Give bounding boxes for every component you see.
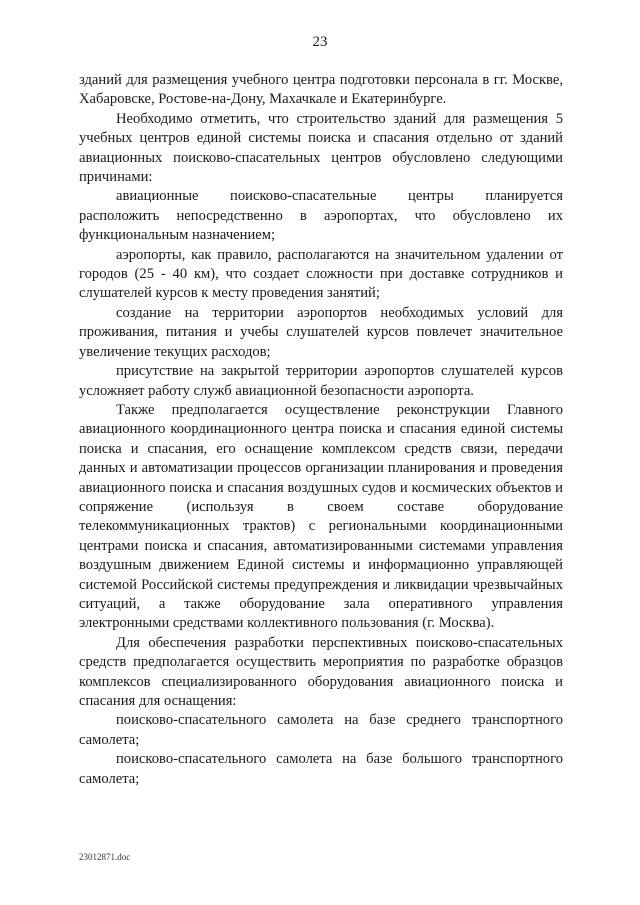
paragraph: зданий для размещения учебного центра подготовки персонала в гг. Москве, Хабаровске, Ростове-на-Дону, Махачкале и Екатеринбурге. [79,72,563,108]
paragraph: поисково-спасательного самолета на базе среднего транспортного самолета; [79,712,563,748]
paragraph: Необходимо отметить, что строительство зданий для размещения 5 учебных центров единой системы поиска и спасания отдельно от зданий авиационных поисково-спасательных центров обусловлено следующими причинами: [79,110,563,186]
paragraph: аэропорты, как правило, располагаются на значительном удалении от городов (25 - 40 км), что создает сложности при доставке сотрудников и слушателей курсов к месту проведения занятий; [79,246,563,302]
paragraph: поисково-спасательного самолета на базе большого транспортного самолета; [79,751,563,787]
paragraph: присутствие на закрытой территории аэропортов слушателей курсов усложняет работу служб авиационной безопасности аэропорта. [79,363,563,399]
paragraph: создание на территории аэропортов необходимых условий для проживания, питания и учебы слушателей курсов повлечет значительное увеличение текущих расходов; [79,304,563,360]
paragraph: Для обеспечения разработки перспективных поисково-спасательных средств предполагается осуществить мероприятия по разработке образцов комплексов специализированного оборудования авиационного поиска и спасания для оснащения: [79,634,563,709]
document-body [79,71,563,789]
paragraph: Также предполагается осуществление реконструкции Главного авиационного координационного центра поиска и спасания единой системы поиска и спасания, его оснащение комплексом средств связи, передачи данных и автоматизации процессов организации планирования и проведения авиационного поиска и спасания воздушных судов и космических объектов и сопряжение (используя в своем составе оборудование телекоммуникационных трактов) с региональными координационными центрами поиска и спасания, автоматизированными системами управления воздушным движением Единой системы и информационно управляющей системой Российской системы предупреждения и ликвидации чрезвычайных ситуаций, а также оборудование зала оперативного управления электронными средствами коллективного пользования (г. Москва). [79,401,563,632]
document-filename: 23012871.doc [79,852,131,862]
paragraph: авиационные поисково-спасательные центры планируется расположить непосредственно в аэропортах, что обусловлено их функциональным назначением; [79,188,563,244]
page-number: 23 [312,34,328,50]
